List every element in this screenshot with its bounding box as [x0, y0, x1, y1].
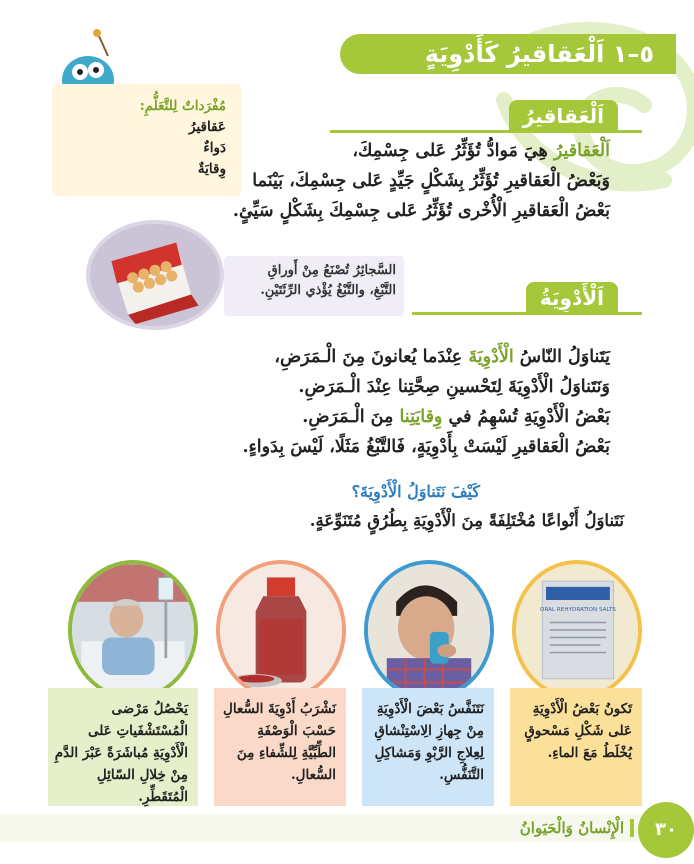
- caption-powder: تَكونُ بَعْضُ الْأَدْوِيَةِ عَلى شَكْلِ مَسْحوقٍ يُخْلَطُ مَعَ الماءِ.: [510, 688, 642, 806]
- section-divider: [330, 130, 642, 133]
- highlight-term: الْأَدْوِيَةَ: [468, 347, 514, 367]
- question-answer: نَتَناوَلُ أَنْواعًا مُخْتَلِفَةً مِنَ الْأَدْوِيَةِ بِطُرُقٍ مُتَنَوِّعَةٍ.: [309, 511, 624, 530]
- section-divider: [412, 312, 642, 315]
- footer-unit-title: الْإِنْسانُ وَالْحَيَوانُ: [519, 819, 624, 837]
- caption-cough-syrup: نَشْرَبُ أَدْوِيَةَ السُّعالِ حَسْبَ الْوَصْفَةِ الطِّبِّيَّةِ لِلشِّفاءِ مِنَ السُّعالِ.: [214, 688, 346, 806]
- highlight-term: اَلْعَقاقيرُ: [553, 141, 610, 161]
- cigarette-pack-image: [86, 220, 224, 330]
- powder-packet-image: [512, 560, 642, 700]
- vocabulary-word: عَقاقيرُ: [189, 119, 226, 135]
- paragraph-line: وَبَعْضُ الْعَقاقيرِ تُؤَثِّرُ بِشَكْلٍ جَيِّدٍ عَلى جِسْمِكَ، بَيْنَما: [252, 171, 610, 191]
- caption-inhaler: نَتَنَفَّسُ بَعْضَ الْأَدْوِيَةِ مِنْ جِهازِ الِاسْتِنْشاقِ لِعِلاجِ الرَّبْوِ وَمَشاكِلِ التَّنَفُّسِ.: [362, 688, 494, 806]
- cough-syrup-image: [216, 560, 346, 700]
- paragraph-line: بَعْضُ الْعَقاقيرِ الْأُخْرى تُؤَثِّرُ عَلى جِسْمِكَ بِشَكْلٍ سَيِّئٍ.: [232, 201, 610, 221]
- drugs-paragraph: اَلْعَقاقيرُ هِيَ مَوادُّ تُؤَثِّرُ عَلى جِسْمِكَ، وَبَعْضُ الْعَقاقيرِ تُؤَثِّرُ بِشَكْلٍ جَيِّدٍ عَلى جِسْمِكَ، بَيْنَما بَعْضُ الْعَقاقيرِ الْأُخْرى تُؤَثِّرُ عَلى جِسْمِكَ بِشَكْلٍ سَيِّئٍ.: [233, 136, 610, 226]
- paragraph-line: وَنَتَناوَلُ الْأَدْوِيَةَ لِتَحْسينِ صِحَّتِنا عِنْدَ الْـمَرَضِ.: [298, 377, 610, 397]
- packet-label: ORAL REHYDRATION SALTS: [540, 607, 616, 614]
- paragraph-line: بَعْضُ الْعَقاقيرِ لَيْسَتْ بِأَدْوِيَةٍ، فَالتَّبْغُ مَثَلًا، لَيْسَ بِدَواءٍ.: [242, 437, 610, 457]
- footer-separator: [630, 819, 634, 837]
- section-heading-drugs: اَلْعَقاقيرُ: [509, 100, 618, 132]
- question-heading: كَيْفَ نَتَناوَلُ الْأَدْوِيَةَ؟: [351, 482, 480, 501]
- caption-hospital: يَحْصُلُ مَرْضى الْمُسْتَشْفَياتِ عَلى الْأَدْوِيَةِ مُباشَرَةً عَبْرَ الدَّمِ مِنْ خِلالِ السّائِلِ الْمُتَقَطِّرِ.: [48, 688, 198, 806]
- chapter-title: ٥–١ اَلْعَقاقيرُ كَأَدْوِيَةٍ: [340, 34, 676, 74]
- section-heading-medicines: اَلْأَدْوِيَةُ: [526, 282, 618, 314]
- medicines-paragraph: يَتَناوَلُ النّاسُ الْأَدْوِيَةَ عِنْدَما يُعانونَ مِنَ الْـمَرَضِ، وَنَتَناوَلُ الْأَدْوِيَةَ لِتَحْسينِ صِحَّتِنا عِنْدَ الْـمَرَضِ. بَعْضُ الْأَدْوِيَةِ تُسْهِمُ في وِقايَتِنا مِنَ الْـمَرَضِ. بَعْضُ الْعَقاقيرِ لَيْسَتْ بِأَدْوِيَةٍ، فَالتَّبْغُ مَثَلًا، لَيْسَ بِدَواءٍ.: [242, 342, 610, 462]
- inhaler-boy-image: [364, 560, 494, 700]
- vocabulary-word: وِقايَةٌ: [197, 161, 226, 177]
- vocabulary-card: [52, 84, 242, 196]
- vocabulary-word: دَواءٌ: [203, 140, 226, 156]
- vocabulary-title: مُفْرَداتٌ لِلتَّعَلُّمِ:: [139, 98, 226, 114]
- cigarette-note: السَّجائِرُ تُصْنَعُ مِنْ أَوراقِ التَّبْغِ، والتَّبْغُ يُؤْذي الرِّئَتَيْنِ.: [224, 256, 404, 316]
- highlight-term: وِقايَتِنا: [399, 407, 443, 427]
- page-number: ٣٠: [638, 802, 694, 858]
- hospital-patient-image: [68, 560, 198, 700]
